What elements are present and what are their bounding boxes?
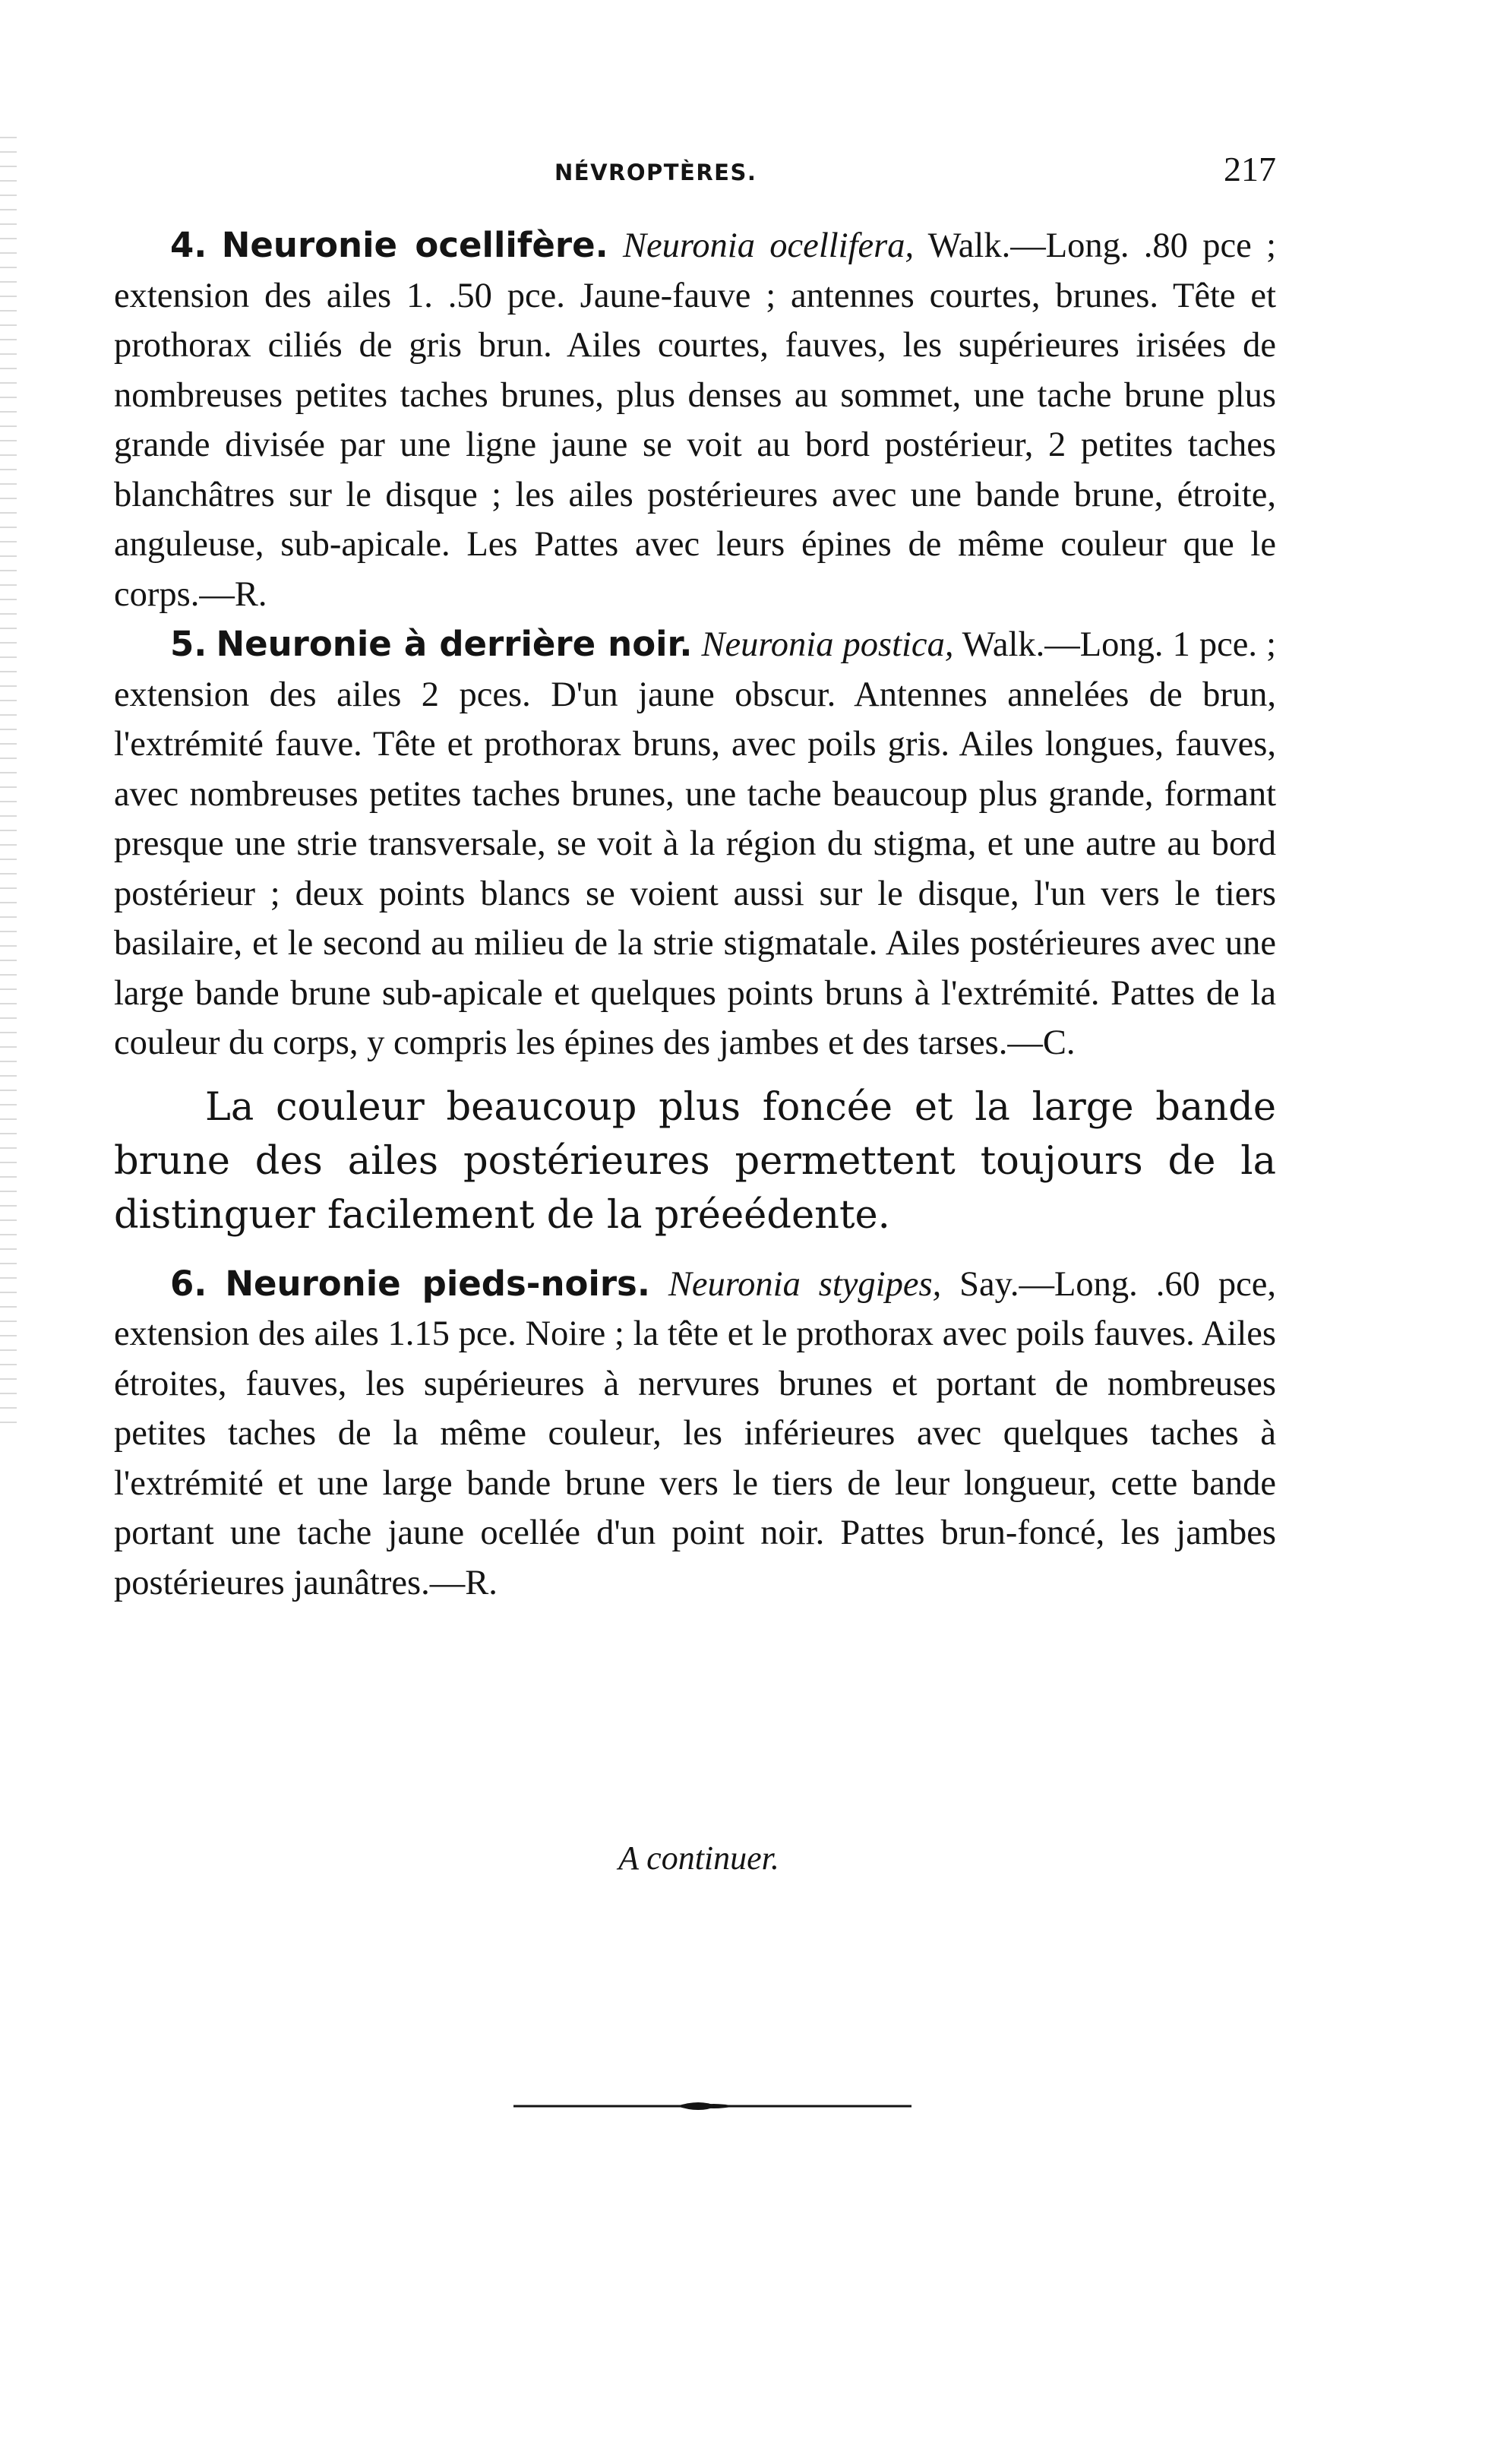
to-be-continued: A continuer. <box>618 1839 779 1877</box>
entry-description: Walk.—Long. 1 pce. ; extension des ailes 2 pces. D'un jaune obscur. Antennes annelées de brun, l'extrémité fauve. Tête et prothorax bruns, avec poils gris. Ailes longues, fauves, avec nombreuses petites taches brunes, une tache beaucoup plus grande, formant presque une strie transversale, se voit à la région du stigma, et une autre au bord postérieur ; deux points blancs se voient aussi sur le disque, l'un vers le tiers basilaire, et le second au milieu de la strie stigmatale. Ailes postérieures avec une large bande brune sub-apicale et quelques points bruns à l'extrémité. Pattes de la couleur du corps, y compris les épines des jambes et des tarses.—C. <box>114 625 1277 1062</box>
entry-latin-name: Neuronia stygipes, <box>668 1264 942 1304</box>
entry-6 <box>114 1259 1276 1608</box>
entry-common-name: Neuronie à derrière noir. <box>216 624 693 664</box>
entry-description: Say.—Long. .60 pce, extension des ailes 1.15 pce. Noire ; la tête et le prothorax avec poils fauves. Ailes étroites, fauves, les supérieures à nervures brunes et portant de nombreuses petites taches de la même couleur, les inférieures avec quelques taches à l'extrémité et une large bande brune vers le tiers de leur longueur, cette bande portant une tache jaune ocellée d'un point noir. Pattes brun-foncé, les jambes postérieures jaunâtres.—R. <box>114 1264 1276 1602</box>
entry-number: 6. <box>170 1263 207 1304</box>
binding-edge-marks <box>0 137 17 1428</box>
entry-common-name: Neuronie pieds-noirs. <box>225 1263 650 1304</box>
entry-number: 4. <box>170 225 207 265</box>
section-end-ornament <box>513 2095 911 2118</box>
entry-4 <box>114 220 1276 619</box>
page-number: 217 <box>1224 150 1276 188</box>
entry-number: 5. <box>170 624 207 664</box>
running-head: NÉVROPTÈRES. <box>554 160 757 185</box>
entry-latin-name: Neuronia postica, <box>701 625 954 664</box>
comparison-note: La couleur beaucoup plus foncée et la large bande brune des ailes postérieures permettent toujours de la distinguer facilement de la préeédente. <box>114 1084 1276 1238</box>
entry-latin-name: Neuronia ocellifera, <box>623 226 915 265</box>
entry-5 <box>114 619 1276 1068</box>
entry-description: Walk.—Long. .80 pce ; extension des ailes 1. .50 pce. Jaune-fauve ; antennes courtes, brunes. Tête et prothorax ciliés de gris brun. Ailes courtes, fauves, les supérieures irisées de nombreuses petites taches brunes, plus denses au sommet, une tache brune plus grande divisée par une ligne jaune se voit au bord postérieur, 2 petites taches blanchâtres sur le disque ; les ailes postérieures avec une bande brune, étroite, anguleuse, sub-apicale. Les Pattes avec leurs épines de même couleur que le corps.—R. <box>114 226 1277 614</box>
entry-common-name: Neuronie ocellifère. <box>221 225 608 265</box>
page-header <box>114 149 1276 195</box>
page-body <box>114 220 1276 1608</box>
